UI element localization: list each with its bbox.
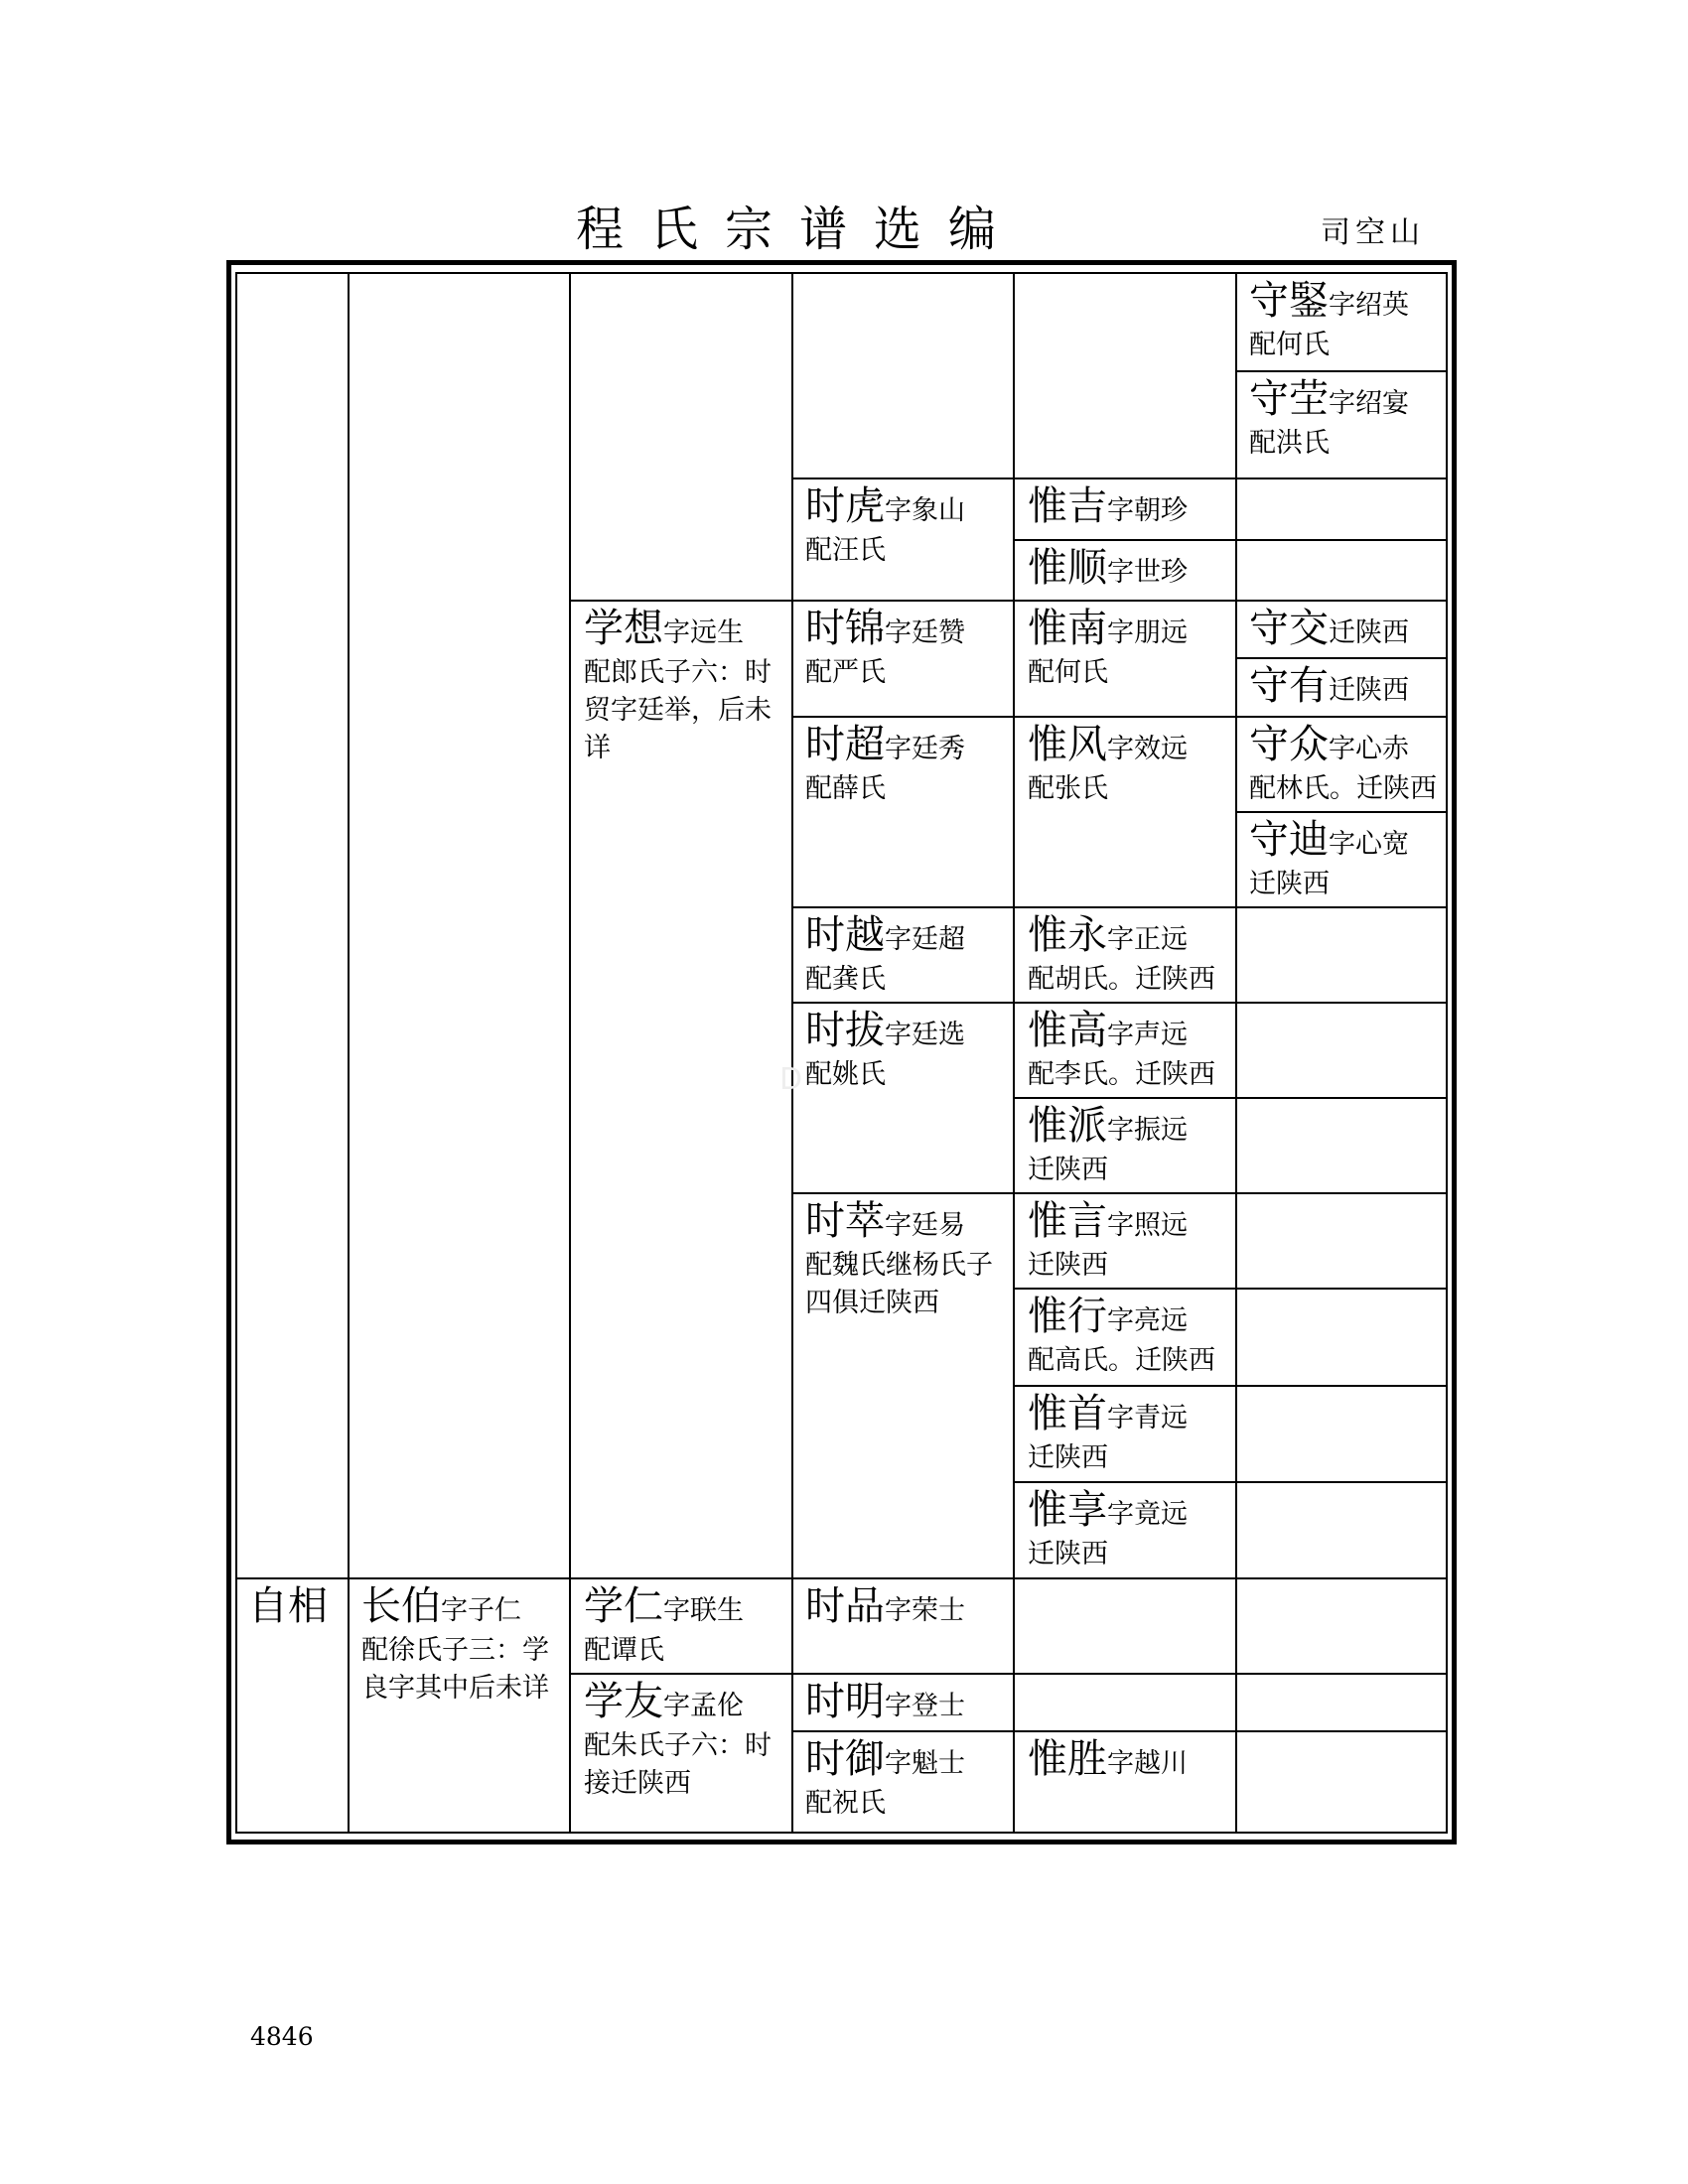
person-courtesy-name: 字廷选 — [885, 1020, 965, 1050]
person-name: 时越 — [805, 912, 885, 958]
person-notes: 配高氏。迁陕西 — [1028, 1345, 1215, 1376]
person-courtesy-name: 字荣士 — [885, 1595, 965, 1626]
person-courtesy-name: 字登士 — [885, 1691, 965, 1721]
person-name: 时拔 — [805, 1008, 885, 1053]
person-entry — [1249, 816, 1444, 903]
row-divider — [1235, 811, 1448, 813]
person-notes: 配薛氏 — [805, 773, 886, 804]
person-entry — [584, 1582, 782, 1670]
column-divider — [235, 272, 237, 1834]
row-divider — [235, 272, 1448, 274]
person-courtesy-name: 字竟远 — [1107, 1499, 1188, 1530]
person-entry — [805, 1678, 1004, 1727]
person-name: 守迪 — [1249, 817, 1329, 863]
person-courtesy-name: 字孟伦 — [663, 1691, 744, 1721]
person-notes: 配汪氏 — [805, 535, 886, 566]
page-title: 程氏宗谱选编 — [576, 202, 1024, 257]
person-entry — [584, 605, 782, 767]
person-name: 学友 — [584, 1679, 663, 1724]
person-entry — [1249, 605, 1444, 652]
person-courtesy-name: 字远生 — [663, 617, 744, 648]
person-notes: 配胡氏。迁陕西 — [1028, 964, 1215, 995]
person-notes: 配魏氏继杨氏子四俱迁陕西 — [805, 1250, 993, 1318]
person-name: 守交 — [1249, 606, 1329, 651]
person-notes: 配姚氏 — [805, 1059, 886, 1090]
person-name: 惟永 — [1028, 912, 1107, 958]
person-entry — [1249, 662, 1444, 710]
row-divider — [235, 1832, 1448, 1834]
person-name: 惟高 — [1028, 1008, 1107, 1053]
person-courtesy-name: 字廷秀 — [885, 734, 965, 764]
person-notes: 配谭氏 — [584, 1635, 664, 1666]
person-courtesy-name: 字魁士 — [885, 1748, 965, 1779]
person-name: 守鋻 — [1249, 278, 1329, 324]
person-courtesy-name: 字越川 — [1107, 1748, 1188, 1779]
row-divider — [1013, 1385, 1448, 1387]
person-notes: 配李氏。迁陕西 — [1028, 1059, 1215, 1090]
person-notes: 配祝氏 — [805, 1788, 886, 1819]
person-notes: 配严氏 — [805, 657, 886, 688]
generation-marker — [248, 1582, 328, 1630]
person-name: 时虎 — [805, 483, 885, 529]
person-courtesy-name: 字亮远 — [1107, 1305, 1188, 1336]
person-courtesy-name: 字绍英 — [1329, 290, 1409, 321]
person-name: 时明 — [805, 1679, 885, 1724]
row-divider — [1235, 370, 1448, 372]
person-name: 惟言 — [1028, 1198, 1107, 1244]
person-name: 时萃 — [805, 1198, 885, 1244]
person-name: 时品 — [805, 1583, 885, 1629]
person-courtesy-name: 字振远 — [1107, 1115, 1188, 1146]
person-courtesy-name: 字朋远 — [1107, 617, 1188, 648]
generation-marker-text: 自相 — [248, 1583, 328, 1629]
person-notes: 配何氏 — [1249, 330, 1330, 360]
person-courtesy-name: 字廷易 — [885, 1210, 965, 1241]
watermark: D — [779, 1062, 803, 1097]
row-divider — [791, 716, 1448, 718]
row-divider — [1013, 1097, 1448, 1099]
column-divider — [348, 272, 350, 1834]
row-divider — [791, 906, 1448, 908]
row-divider — [791, 1730, 1448, 1732]
person-entry — [1028, 544, 1231, 592]
column-divider — [1013, 272, 1015, 1834]
person-entry — [805, 721, 1004, 808]
person-notes: 配龚氏 — [805, 964, 886, 995]
person-entry — [805, 1735, 1004, 1823]
person-courtesy-name: 字心赤 — [1329, 734, 1409, 764]
person-name: 守茔 — [1249, 376, 1329, 422]
person-entry — [1028, 1102, 1231, 1189]
person-name: 惟南 — [1028, 606, 1107, 651]
row-divider — [1013, 1481, 1448, 1483]
person-entry — [1028, 1735, 1231, 1783]
person-name: 时锦 — [805, 606, 885, 651]
person-name: 守众 — [1249, 722, 1329, 767]
row-divider — [1013, 1288, 1448, 1290]
person-entry — [1249, 721, 1444, 808]
row-divider — [235, 1577, 1448, 1579]
person-courtesy-name: 字声远 — [1107, 1020, 1188, 1050]
person-notes: 迁陕西 — [1028, 1539, 1108, 1570]
person-entry — [1028, 482, 1231, 530]
person-entry — [805, 1197, 1004, 1322]
person-notes: 配徐氏子三：学良字其中后未详 — [361, 1635, 549, 1704]
person-entry — [805, 482, 1004, 570]
person-name: 守有 — [1249, 663, 1329, 709]
person-notes: 配郎氏子六：时贸字廷举，后未详 — [584, 657, 772, 763]
person-entry — [1249, 375, 1444, 463]
row-divider — [791, 1192, 1448, 1194]
row-divider — [791, 478, 1448, 479]
person-entry — [1028, 1197, 1231, 1285]
person-courtesy-name: 字正远 — [1107, 924, 1188, 955]
person-notes: 配朱氏子六：时接迁陕西 — [584, 1730, 772, 1799]
person-entry — [1028, 1390, 1231, 1477]
row-divider — [569, 600, 1448, 602]
person-notes: 迁陕西 — [1249, 869, 1330, 899]
person-courtesy-name: 迁陕西 — [1329, 675, 1409, 706]
person-courtesy-name: 字廷赞 — [885, 617, 965, 648]
person-name: 惟顺 — [1028, 545, 1107, 591]
person-name: 学仁 — [584, 1583, 663, 1629]
person-courtesy-name: 字子仁 — [441, 1595, 521, 1626]
person-name: 时御 — [805, 1736, 885, 1782]
person-entry — [584, 1678, 782, 1803]
person-entry — [805, 1582, 1004, 1632]
row-divider — [569, 1673, 1448, 1675]
person-courtesy-name: 字朝珍 — [1107, 495, 1188, 526]
person-courtesy-name: 迁陕西 — [1329, 617, 1409, 648]
person-name: 惟享 — [1028, 1487, 1107, 1533]
column-divider — [791, 272, 793, 1834]
person-name: 惟吉 — [1028, 483, 1107, 529]
person-entry — [1028, 721, 1231, 808]
person-entry — [1028, 1486, 1231, 1573]
person-courtesy-name: 字象山 — [885, 495, 965, 526]
person-courtesy-name: 字绍宴 — [1329, 388, 1409, 419]
person-courtesy-name: 字效远 — [1107, 734, 1188, 764]
person-entry — [1028, 1293, 1231, 1380]
person-courtesy-name: 字青远 — [1107, 1403, 1188, 1433]
person-name: 学想 — [584, 606, 663, 651]
person-courtesy-name: 字心宽 — [1329, 829, 1409, 860]
person-entry — [1028, 1007, 1231, 1094]
row-divider — [1013, 539, 1448, 541]
person-entry — [805, 1007, 1004, 1094]
column-divider — [1446, 272, 1448, 1834]
person-entry — [1249, 277, 1444, 364]
person-notes: 配张氏 — [1028, 773, 1108, 804]
person-courtesy-name: 字廷超 — [885, 924, 965, 955]
person-name: 惟派 — [1028, 1103, 1107, 1149]
person-name: 惟行 — [1028, 1294, 1107, 1339]
person-notes: 配林氏。迁陕西 — [1249, 773, 1437, 804]
person-entry — [805, 911, 1004, 999]
person-name: 惟风 — [1028, 722, 1107, 767]
column-divider — [1235, 272, 1237, 1834]
person-name: 惟胜 — [1028, 1736, 1107, 1782]
person-name: 惟首 — [1028, 1391, 1107, 1436]
person-entry — [1028, 605, 1231, 692]
page-subtitle: 司空山 — [1321, 215, 1425, 250]
person-notes: 迁陕西 — [1028, 1155, 1108, 1185]
person-entry — [805, 605, 1004, 692]
page-number: 4846 — [250, 2022, 314, 2051]
row-divider — [791, 1002, 1448, 1004]
person-notes: 配何氏 — [1028, 657, 1108, 688]
row-divider — [1235, 657, 1448, 659]
person-notes: 迁陕西 — [1028, 1442, 1108, 1473]
person-notes: 配洪氏 — [1249, 428, 1330, 459]
person-courtesy-name: 字联生 — [663, 1595, 744, 1626]
person-notes: 迁陕西 — [1028, 1250, 1108, 1281]
person-entry — [361, 1582, 560, 1707]
person-name: 长伯 — [361, 1583, 441, 1629]
person-courtesy-name: 字世珍 — [1107, 557, 1188, 588]
person-name: 时超 — [805, 722, 885, 767]
person-entry — [1028, 911, 1231, 999]
column-divider — [569, 272, 571, 1834]
person-courtesy-name: 字照远 — [1107, 1210, 1188, 1241]
